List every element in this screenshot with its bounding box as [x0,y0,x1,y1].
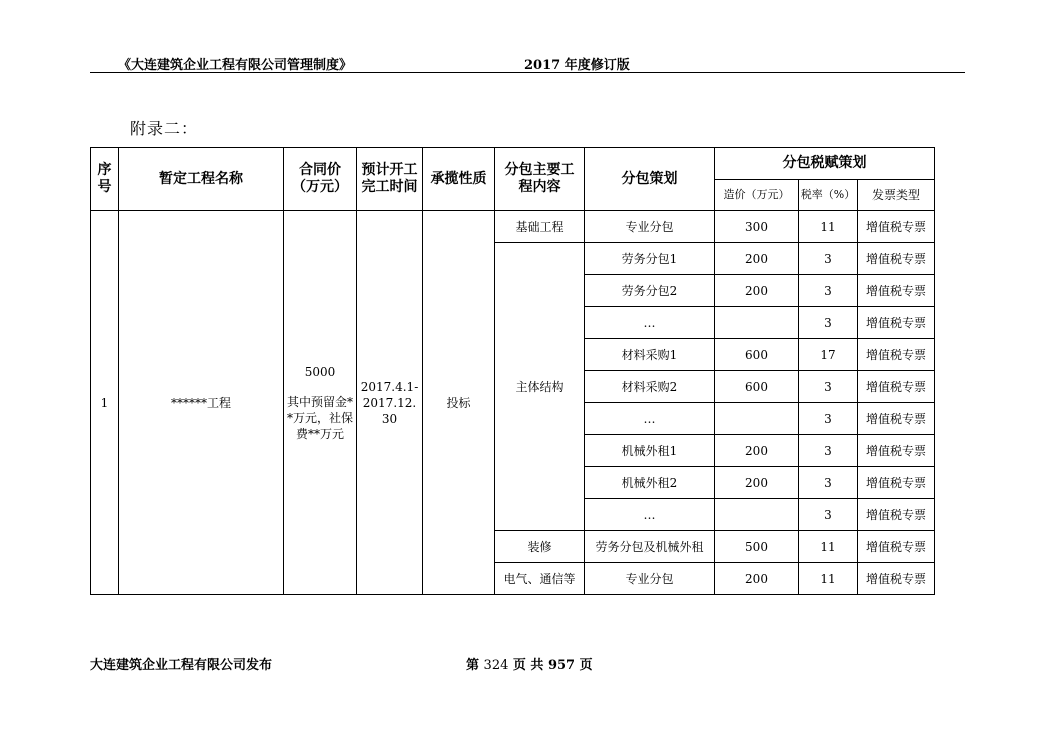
invoice-cell: 增值税专票 [858,435,935,467]
group-electrical: 电气、通信等 [495,563,585,595]
page-middle: 页 共 [512,658,544,673]
invoice-cell: 增值税专票 [858,403,935,435]
document-header-version: 2017 年度修订版 [524,58,630,73]
page-prefix: 第 [466,658,480,673]
subcontract-tax-plan-table [90,147,935,595]
plan-cell: 专业分包 [585,563,715,595]
rate-cell: 11 [799,531,858,563]
plan-cell: 专业分包 [585,211,715,243]
plan-cell: … [585,499,715,531]
invoice-cell: 增值税专票 [858,275,935,307]
header-divider [90,72,965,73]
invoice-cell: 增值税专票 [858,499,935,531]
header-contract-price: 合同价（万元） [284,148,357,211]
invoice-cell: 增值税专票 [858,467,935,499]
cost-cell: 600 [715,339,799,371]
plan-cell: 劳务分包2 [585,275,715,307]
rate-cell: 3 [799,307,858,339]
cost-cell: 200 [715,243,799,275]
header-contract-type: 承揽性质 [423,148,495,211]
footer-page-info [466,654,593,673]
footer-publisher: 大连建筑企业工程有限公司发布 [90,658,273,673]
rate-cell: 3 [799,403,858,435]
invoice-cell: 增值税专票 [858,371,935,403]
rate-cell: 11 [799,563,858,595]
header-subcontract-plan: 分包策划 [585,148,715,211]
header-invoice-type: 发票类型 [858,180,935,211]
page-number: 324 [483,658,509,673]
cost-cell [715,499,799,531]
cost-cell [715,307,799,339]
cost-cell: 200 [715,435,799,467]
header-subcontract-content: 分包主要工程内容 [495,148,585,211]
rate-cell: 3 [799,499,858,531]
invoice-cell: 增值税专票 [858,211,935,243]
invoice-cell: 增值税专票 [858,563,935,595]
table-row [91,211,935,243]
page-suffix: 页 [579,658,593,673]
plan-cell: … [585,403,715,435]
project-contract-type: 投标 [423,211,495,595]
appendix-label: 附录二： [130,119,199,138]
invoice-cell: 增值税专票 [858,339,935,371]
header-schedule: 预计开工完工时间 [357,148,423,211]
group-foundation: 基础工程 [495,211,585,243]
document-header-title: 《大连建筑企业工程有限公司管理制度》 [118,58,353,73]
rate-cell: 3 [799,467,858,499]
cost-cell: 500 [715,531,799,563]
cost-cell: 600 [715,371,799,403]
header-cost: 造价（万元） [715,180,799,211]
header-project-name: 暂定工程名称 [119,148,284,211]
invoice-cell: 增值税专票 [858,531,935,563]
cost-cell: 200 [715,275,799,307]
header-tax-rate: 税率（%） [799,180,858,211]
invoice-cell: 增值税专票 [858,307,935,339]
project-name: ******工程 [119,211,284,595]
rate-cell: 3 [799,371,858,403]
header-seq: 序号 [91,148,119,211]
price-note: 其中预留金**万元，社保费**万元 [287,394,354,441]
plan-cell: 材料采购2 [585,371,715,403]
project-contract-price [284,211,357,595]
project-seq: 1 [91,211,119,595]
project-schedule: 2017.4.1-2017.12.30 [357,211,423,595]
plan-cell: 机械外租2 [585,467,715,499]
group-main-structure: 主体结构 [495,243,585,531]
rate-cell: 3 [799,275,858,307]
rate-cell: 3 [799,435,858,467]
plan-cell: 材料采购1 [585,339,715,371]
cost-cell [715,403,799,435]
rate-cell: 11 [799,211,858,243]
total-pages: 957 [547,658,576,673]
group-decoration: 装修 [495,531,585,563]
plan-cell: … [585,307,715,339]
cost-cell: 200 [715,467,799,499]
cost-cell: 300 [715,211,799,243]
plan-cell: 机械外租1 [585,435,715,467]
invoice-cell: 增值税专票 [858,243,935,275]
cost-cell: 200 [715,563,799,595]
rate-cell: 17 [799,339,858,371]
plan-cell: 劳务分包及机械外租 [585,531,715,563]
plan-cell: 劳务分包1 [585,243,715,275]
rate-cell: 3 [799,243,858,275]
header-tax-plan-group: 分包税赋策划 [715,148,935,180]
price-amount: 5000 [304,364,336,379]
